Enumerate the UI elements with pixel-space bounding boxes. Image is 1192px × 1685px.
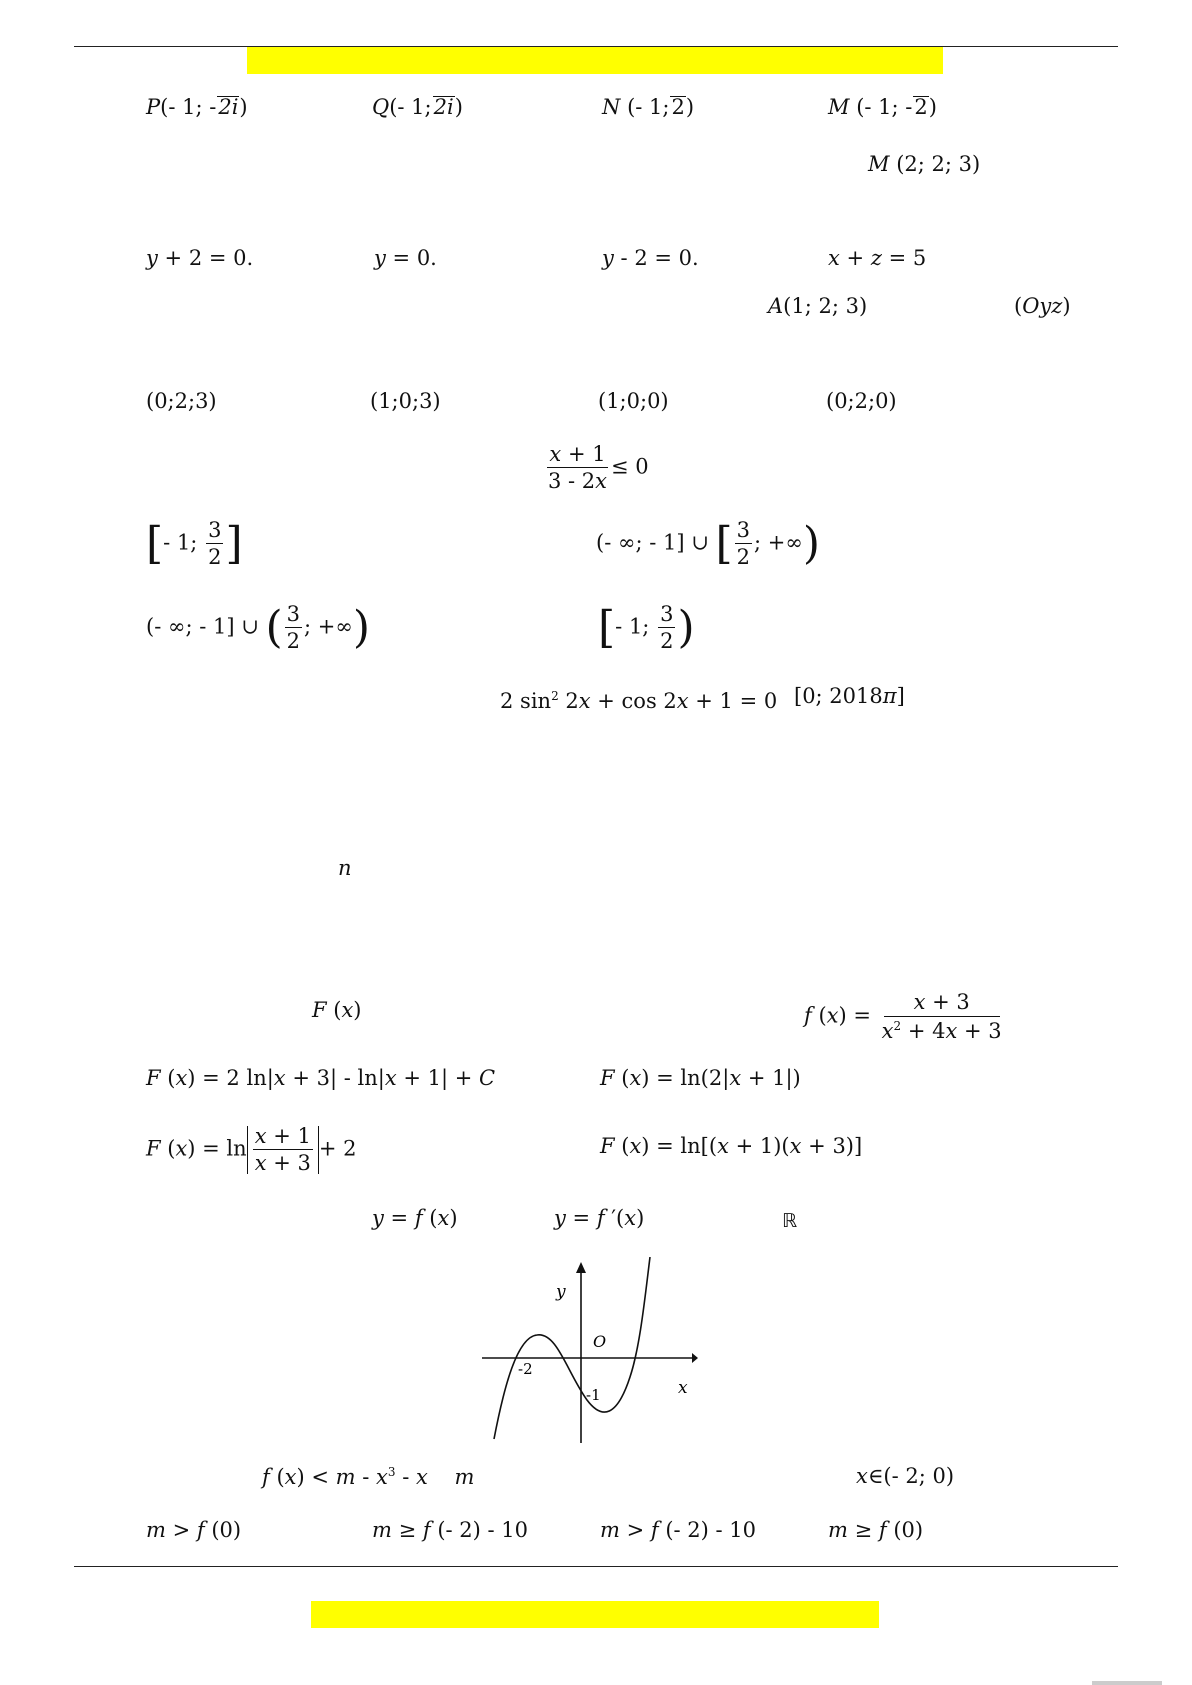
q3-option-d: (0;2;0) <box>826 389 897 413</box>
q3-option-a: (0;2;3) <box>146 389 217 413</box>
q3-option-c: (1;0;0) <box>598 389 669 413</box>
q6-f: f (x) = $\frac{x + 3}{x^2 + 4x + 3}$ <box>804 990 1002 1043</box>
q4-option-a: [- 1; $\frac{3}{2}$ ] <box>146 518 243 569</box>
q5-variable: n <box>338 856 352 880</box>
q7-domain: x∈(- 2; 0) <box>856 1464 955 1488</box>
footer-highlight <box>311 1601 879 1628</box>
q1-option-c: N (- 1;2) <box>602 95 695 119</box>
q6-option-b: F (x) = ln(2|x + 1|) <box>600 1066 801 1090</box>
q4-option-c: (- ∞; - 1] ∪ ( $\frac{3}{2}$ ; +∞) <box>146 602 371 653</box>
q7-option-a: m > f (0) <box>146 1518 242 1542</box>
q5-interval: [0; 2018π] <box>794 684 905 708</box>
label-minus-1: -1 <box>586 1386 601 1404</box>
footer-rule <box>74 1566 1118 1567</box>
q7-y1: y = f (x) <box>372 1206 458 1230</box>
label-O: O <box>593 1332 607 1351</box>
derivative-curve <box>494 1257 650 1439</box>
q1-option-a: P(- 1; -2i) <box>146 95 248 119</box>
q7-option-d: m ≥ f (0) <box>828 1518 924 1542</box>
q1-option-b: Q(- 1;2i) <box>372 95 463 119</box>
q4-option-d: [- 1; $\frac{3}{2}$ ) <box>598 602 695 653</box>
q3-plane: (Oyz) <box>1014 294 1071 318</box>
q2-option-b: y = 0. <box>374 246 437 270</box>
q7-R: ℝ <box>782 1210 798 1232</box>
footer-edge <box>1092 1681 1162 1685</box>
label-minus-2: -2 <box>518 1360 533 1378</box>
q2-option-d: x + z = 5 <box>828 246 927 270</box>
q3-point: A(1; 2; 3) <box>768 294 868 318</box>
q2-point: M (2; 2; 3) <box>868 152 981 176</box>
derivative-graph <box>482 1257 698 1443</box>
q2-option-a: y + 2 = 0. <box>146 246 254 270</box>
x-axis-arrow <box>692 1353 698 1363</box>
q6-F: F (x) <box>312 998 362 1022</box>
label-x: x <box>678 1378 688 1398</box>
q4-inequality: $\frac{x + 1}{3 - 2x}$ ≤ 0 <box>548 442 649 493</box>
q3-option-b: (1;0;3) <box>370 389 441 413</box>
q6-option-c: F (x) = ln $\frac{x + 1}{x + 3}$ + 2 <box>146 1124 357 1175</box>
q5-equation: 2 $\sin^2 2x + \cos 2x + 1 = 0$ <box>500 689 778 713</box>
q6-option-d: F (x) = ln[(x + 1)(x + 3)] <box>600 1134 863 1158</box>
q1-option-d: M (- 1; -2) <box>828 95 937 119</box>
q4-option-b: (- ∞; - 1] ∪ [ $\frac{3}{2}$ ; +∞) <box>596 518 821 569</box>
q7-option-c: m > f (- 2) - 10 <box>600 1518 757 1542</box>
q7-y2: y = f ′(x) <box>554 1206 645 1230</box>
q2-option-c: y - 2 = 0. <box>602 246 699 270</box>
q6-option-a: F (x) = 2 ln|x + 3| - ln|x + 1| + C <box>146 1066 496 1090</box>
label-y: y <box>556 1282 566 1302</box>
header-highlight <box>247 47 943 74</box>
q7-inequality: f $(x) < m - x^3 - x$ m <box>262 1465 475 1489</box>
y-axis-arrow <box>576 1262 586 1273</box>
q7-option-b: m ≥ f (- 2) - 10 <box>372 1518 529 1542</box>
